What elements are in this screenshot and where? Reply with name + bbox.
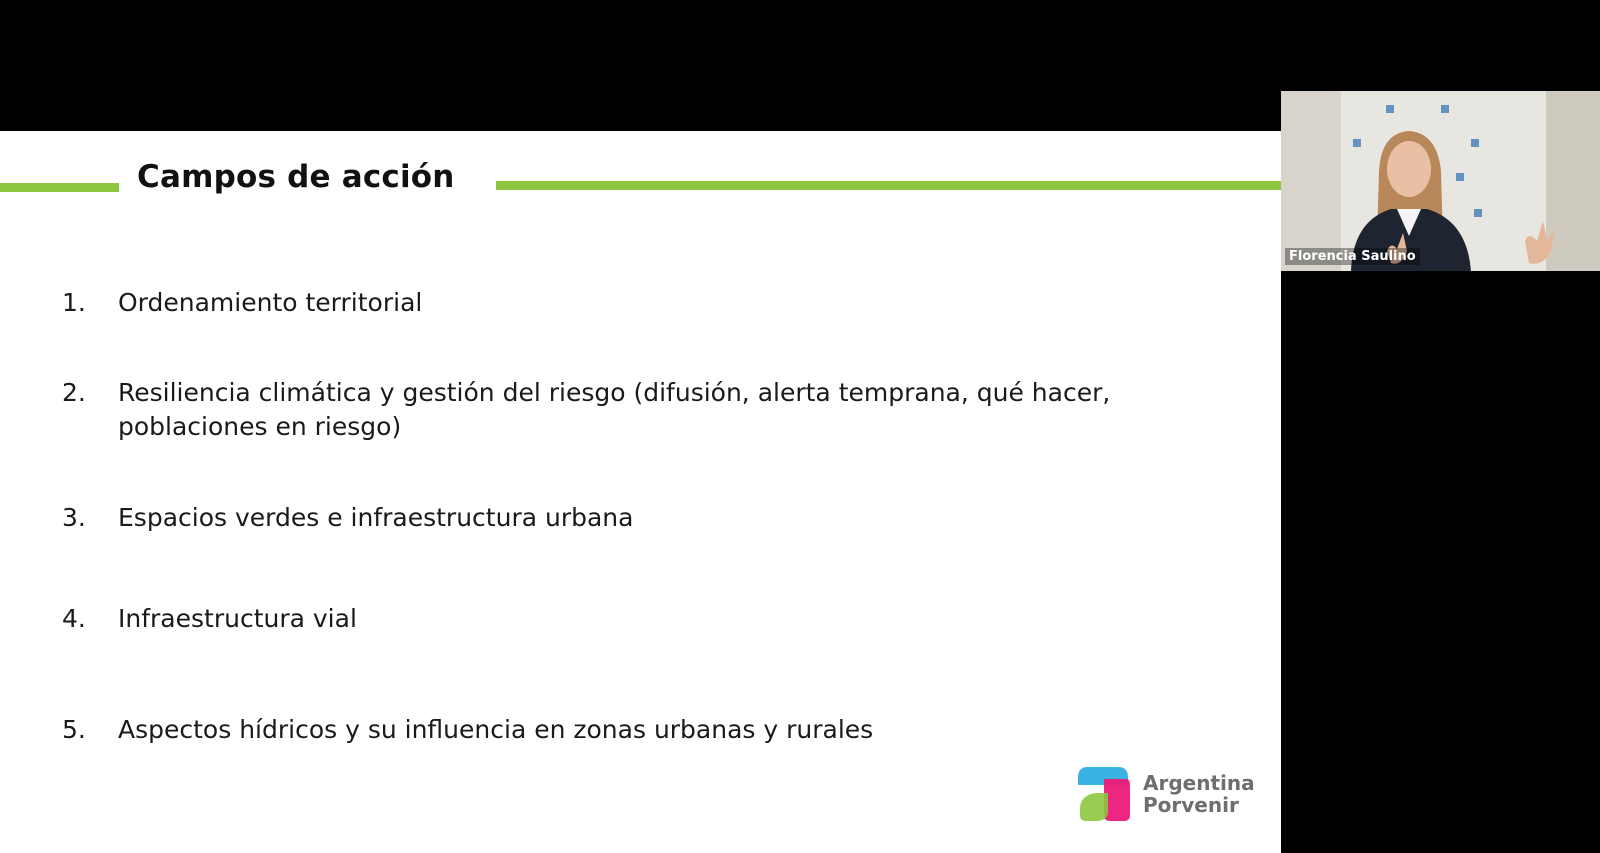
list-item-number: 2.	[62, 378, 86, 407]
list-item-text: Espacios verdes e infraestructura urbana	[118, 503, 634, 532]
logo-mark-icon	[1074, 765, 1134, 825]
logo-line-1: Argentina	[1143, 771, 1255, 795]
list-item-number: 1.	[62, 288, 86, 317]
title-accent-line-right	[496, 181, 1281, 190]
list-item-number: 3.	[62, 503, 86, 532]
title-accent-line-left	[0, 183, 119, 192]
participant-video-tile[interactable]	[1281, 91, 1600, 271]
argentina-porvenir-logo	[1074, 765, 1264, 825]
list-item-text: Infraestructura vial	[118, 604, 357, 633]
list-item-number: 4.	[62, 604, 86, 633]
list-item-text: Aspectos hídricos y su influencia en zonas urbanas y rurales	[118, 715, 874, 744]
list-item-number: 5.	[62, 715, 86, 744]
logo-wordmark	[1143, 772, 1255, 816]
list-item-text: Resiliencia climática y gestión del riesgo (difusión, alerta temprana, qué hacer, poblaciones en riesgo)	[118, 378, 1111, 441]
slide-title: Campos de acción	[137, 159, 455, 195]
presentation-slide	[0, 131, 1281, 853]
participant-name-label: Florencia Saulino	[1285, 248, 1420, 265]
participant-video-feed	[1281, 91, 1600, 271]
list-item-text: Ordenamiento territorial	[118, 288, 423, 317]
logo-line-2: Porvenir	[1143, 793, 1239, 817]
